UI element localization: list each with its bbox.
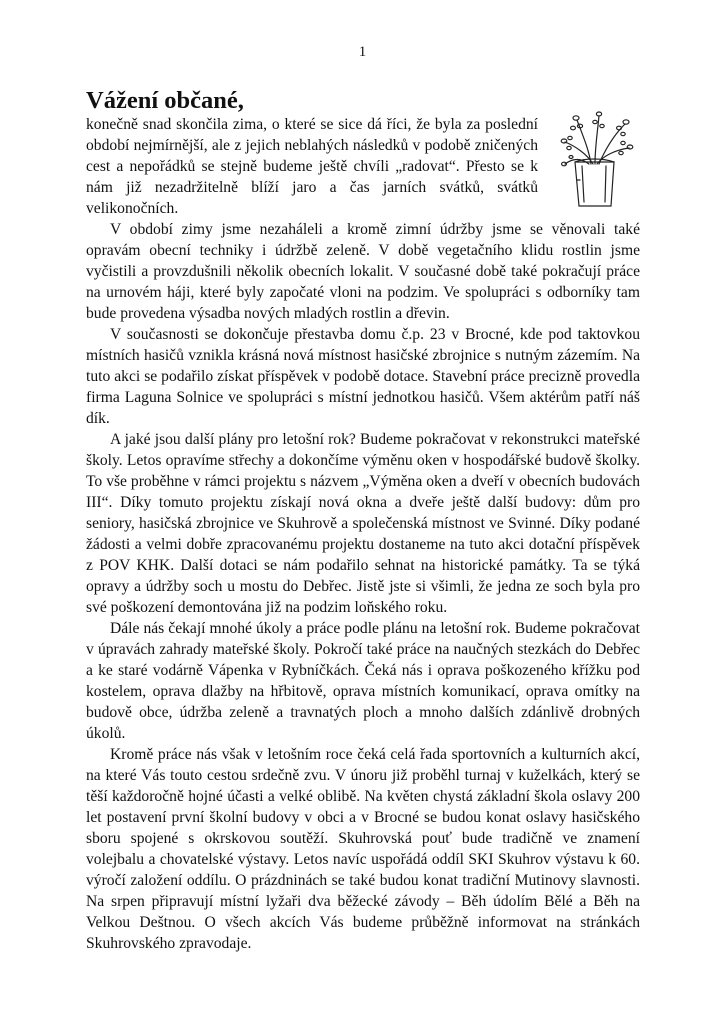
- paragraph-events: Kromě práce nás však v letošním roce čeká celá řada sportovních a kulturních akcí, na které Vás touto cestou srdečně zvu. V únoru již proběhl turnaj v kuželkách, který se těší každoročně hojné účasti a velké oblibě. Na květen chystá základní škola oslavy 200 let postavení první školní budovy v obci a v Brocné se budou konat oslavy hasičského sboru spojené s okrskovou soutěží. Skuhrovská pouť bude tradičně ve znamení volejbalu a chovatelské výstavy. Letos navíc uspořádá oddíl SKI Skuhrov výstavu k 60. výročí založení oddílu. O prázdninách se také budou konat tradiční Mutinovy slavnosti. Na srpen připravují místní lyžaři dva běžecké závody – Běh údolím Bělé a Běh na Velkou Deštnou. O všech akcích Vás budeme průběžně informovat na stránkách Skuhrovského zpravodaje.: [86, 746, 640, 952]
- page-heading: Vážení občané,: [86, 87, 244, 114]
- page-number: 1: [358, 44, 367, 60]
- paragraph-tasks: Dále nás čekají mnohé úkoly a práce podle plánu na letošní rok. Budeme pokračovat v úpravách zahrady mateřské školy. Pokročí také práce na naučných stezkách do Debřec a ke staré vodárně Vápenka v Rybníčkách. Čeká nás i oprava poškozeného křížku pod kostelem, oprava dlažby na hřbitově, oprava místních komunikací, oprava omítky na budově obce, údržba zeleně a travnatých ploch a mnoho dalších zdánlivě drobných úkolů.: [86, 620, 640, 742]
- paragraph-winter-works: V období zimy jsme nezaháleli a kromě zimní údržby jsme se věnovali také opravám obecní techniky i údržbě zeleně. V době vegetačního klidu rostlin jsme vyčistili a provzdušnili několik obecních lokalit. V současné době také pokračují práce na urnovém háji, které byly započaté vloni na podzim. Ve spolupráci s odborníky tam bude provedena výsadba nových mladých rostlin a dřevin.: [86, 221, 640, 322]
- paragraph-plans: A jaké jsou další plány pro letošní rok? Budeme pokračovat v rekonstrukci mateřské školy. Letos opravíme střechy a dokončíme výměnu oken v hospodářské budově školky. To vše proběhne v rámci projektu s názvem „Výměna oken a dveří v obecních budovách III“. Díky tomuto projektu získají nová okna a dveře ještě další budovy: dům pro seniory, hasičská zbrojnice ve Skuhrově a společenská místnost ve Svinné. Díky podané žádosti a velmi dobře zpracovanému projektu dostaneme na tuto akci dotační příspěvek z POV KHK. Další dotaci se nám podařilo sehnat na historické památky. Ta se týká opravy a údržby soch u mostu do Debřec. Jistě jste si všimli, že jedna ze soch byla pro své poškození demontována již na podzim loňského roku.: [86, 431, 640, 616]
- paragraph-fire-station: V současnosti se dokončuje přestavba domu č.p. 23 v Brocné, kde pod taktovkou místních hasičů vznikla krásná nová místnost hasičské zbrojnice s nutným zázemím. Na tuto akci se podařilo získat příspěvek v podobě dotace. Stavební práce precizně provedla firma Laguna Solnice ve spolupráci s místní jednotkou hasičů. Všem aktérům patří náš dík.: [86, 326, 640, 427]
- intro-paragraph: konečně snad skončila zima, o které se sice dá říci, že byla za poslední období nejmírnější, ale z jejich neblahých následků v podobě zničených cest a nepořádků se stejně budeme ještě chvíli „radovat“. Přesto se k nám již nezadržitelně blíží jaro a čas jarních svátků, svátků velikonočních.: [86, 116, 538, 217]
- letter-body: [86, 114, 640, 954]
